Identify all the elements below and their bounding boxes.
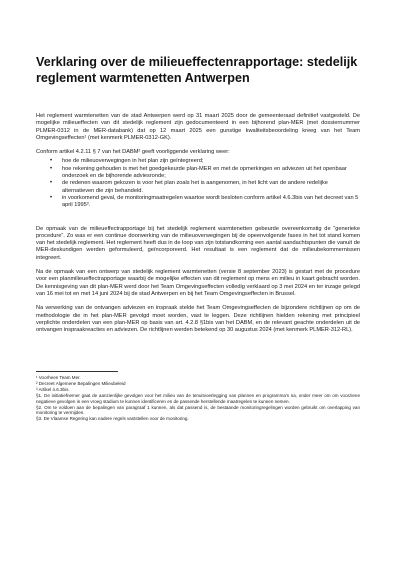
document-title: Verklaring over de milieueffectenrapportage: stedelijk reglement warmtenetten Antwerpen <box>36 55 358 85</box>
footnote-divider <box>36 371 118 372</box>
paragraph-intro: Het reglement warmtenetten van de stad Antwerpen werd op 31 maart 2025 door de gemeenteraad definitief vastgesteld. De mogelijke milieueffecten van dit stedelijk reglement zijn gedocumenteerd in een bijhorend plan-MER (met dossiernummer PLMER-0312 in de MER-databank) dat op 12 maart 2025 een gunstige kwaliteitsbeoordeling kreeg van het Team Omgevingseffecten¹ (met kenmerk PLMER-0312-GK). <box>36 113 360 141</box>
paragraph-procedure: De opmaak van de milieueffectrapportage bij het stedelijk reglement warmtenetten gebeurde overeenkomstig de “generieke procedure”. Zo was er een continue doorwerking van de milieuoverwegingen bij de opeenvolgende fases in het tot stand komen van het stedelijk reglement. Het reglement heeft dus in de loop van zijn totstandkoming een aantal aandachtspunten die vanuit de MER-deskundigen werden geformuleerd, geïncorporeerd. Het resultaat is een reglement dat de milieubekommernissen integreert. <box>36 225 360 261</box>
paragraph-guidelines: Na verwerking van de ontvangen adviezen en inspraak stelde het Team Omgevingseffecten de bijzondere richtlijnen op om de methodologie die in het plan-MER gevolgd moet worden, vast te leggen. Deze richtlijnen hielden rekening met principieel verplichte onderdelen van een plan-MER op basis van art. 4.2.8 §1bis van het DABM, en de relevant geachte onderdelen uit de ontvangen inspraakreacties en adviezen. De richtlijnen werden betekend op 30 augustus 2024 (met kenmerk PLMER-312-RL). <box>36 305 360 334</box>
footnote: §1. De initiatiefnemer gaat de aanzienlijke gevolgen voor het milieu van de tenuitvoerlegging van plannen en programma's na, onder meer om om voorziene negatieve gevolgen in een vroeg stadium te kunnen identificeren en de passende herstellende maatregelen te kunnen nemen. <box>36 392 360 404</box>
footnote: ¹ Voorheen Team Mer. <box>36 375 81 381</box>
list-item: • in voorkomend geval, de monitoringmaatregelen waartoe wordt besloten conform artikel 4.6.3bis van het decreet van 5 april 1995³. <box>62 195 360 210</box>
paragraph-conform: Conform artikel 4.2.11 § 7 van het DABM² geeft voorliggende verklaring weer: <box>36 149 230 156</box>
footnote: ³ Artikel 4.6.3bis. <box>36 387 70 393</box>
footnote: §3. De Vlaamse Regering kan nadere regels vaststellen voor de monitoring. <box>36 416 189 422</box>
list-item: • de redenen waarom gekozen is voor het plan zoals het is aangenomen, in het licht van de andere redelijke alternatieven die zijn behandeld. <box>62 180 360 195</box>
footnote: ² Decreet Algemene Bepalingen Milieubeleid <box>36 381 126 387</box>
statement-list <box>36 158 360 209</box>
paragraph-draft: Na de opmaak van een ontwerp van stedelijk reglement warmtenetten (versie 8 september 2023) is gestart met de procedure voor een planmilieueffectrapportage waarbij de mogelijke effecten van dit reglement op mens en milieu in kaart gebracht worden. De kennisgeving van dit plan-MER werd door het Team Omgevingseffecten volledig verklaard op 3 mei 2024 en ter inzage gelegd van 16 mei tot en met 14 juni 2024 bij de stad Antwerpen en bij het Team Omgevingseffecten in Brussel. <box>36 269 360 297</box>
list-item: • hoe rekening gehouden is met het goedgekeurde plan-MER en met de opmerkingen en adviezen uit het openbaar onderzoek en de bijhorende adviesronde; <box>62 166 360 181</box>
document-body <box>36 113 360 334</box>
footnote: §2. Om te voldoen aan de bepalingen van paragraaf 1 kunnen, als dat passend is, de bestaande monitoringregelingen worden gebruikt om overlapping van monitoring te vermijden. <box>36 404 360 416</box>
list-item: • hoe de milieuoverwegingen in het plan zijn geïntegreerd; <box>62 158 360 165</box>
footnotes <box>36 375 360 422</box>
